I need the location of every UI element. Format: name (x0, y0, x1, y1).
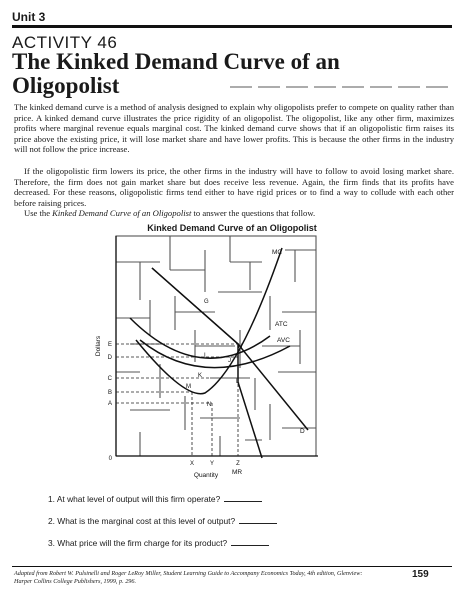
question-3-text: 3. What price will the firm charge for its product? (48, 538, 228, 548)
source-citation: Adapted from Robert W. Pulsinelli and Roger LeRoy Miller, Student Learning Guide to Accompany Economics Today, 4th edition, Glenview: Harper Collins College Publishers, 1999, p. 296. (14, 570, 363, 585)
origin-label: 0 (108, 456, 112, 462)
y-tick-a: A (107, 401, 112, 407)
point-label-m: M (186, 384, 191, 390)
curve-label-d: D (300, 428, 305, 435)
y-tick-b: B (107, 390, 112, 396)
point-label-k: K (198, 373, 203, 379)
y-tick-e: E (107, 342, 112, 348)
footer-rule (12, 566, 452, 567)
page-title: The Kinked Demand Curve of an Oligopolist (12, 49, 340, 98)
x-tick-y: Y (209, 461, 215, 467)
economic-curves (130, 248, 308, 458)
answer-blank-1[interactable] (224, 493, 262, 502)
maze-background (116, 236, 316, 456)
instruction-chart-name: Kinked Demand Curve of an Oligopolist (52, 208, 192, 218)
point-label-i: I (204, 353, 206, 359)
answer-blank-2[interactable] (239, 515, 277, 524)
unit-label: Unit 3 (12, 10, 46, 24)
point-label-l: L (236, 379, 240, 385)
question-2 (48, 515, 277, 526)
curve-label-mc: MC (272, 249, 283, 256)
question-1 (48, 493, 262, 504)
point-label-h: H (238, 344, 243, 350)
curve-label-avc: AVC (277, 337, 290, 344)
question-2-text: 2. What is the marginal cost at this level of output? (48, 516, 236, 526)
question-3 (48, 537, 269, 548)
x-axis-title: Quantity (193, 472, 219, 479)
intro-paragraph: The kinked demand curve is a method of analysis designed to explain why oligopolists prefer to compete on quality rather than price. A kinked demand curve illustrates the price rigidity of an oligopolist. The oligopolist, like any other firm, maximizes profits where marginal revenue equals marginal cost. The kinked demand curve shows that if an oligopolistic firm raises its price above the existing price, it will lose market share and have lower profits. This is because the other firms in the industry will not follow the price increase. (14, 102, 454, 155)
point-label-j: J (228, 358, 231, 364)
chart-title: Kinked Demand Curve of an Oligopolist (147, 223, 317, 233)
instruction-suffix: to answer the questions that follow. (191, 208, 316, 218)
point-label-g: G (204, 299, 209, 305)
activity-label: ACTIVITY 46 (12, 33, 118, 52)
answer-blank-3[interactable] (231, 537, 269, 546)
average-total-cost-curve (130, 318, 270, 358)
x-tick-x: X (189, 461, 195, 467)
instruction-prefix: Use the (24, 208, 53, 218)
curve-label-atc: ATC (275, 321, 288, 328)
point-label-n: N (207, 402, 212, 408)
y-tick-c: C (107, 376, 112, 382)
second-paragraph: If the oligopolistic firm lowers its price, the other firms in the industry will have to follow to avoid losing market share. Therefore, the firm does not gain market share but does receive less revenue. Again, the firm finds that its profits have decreased. For these reasons, oligopolistic firms tend either to have rigid prices or to find a way to collude with each other before raising prices. (14, 166, 454, 208)
y-tick-d: D (107, 355, 112, 361)
question-1-text: 1. At what level of output will this firm operate? (48, 494, 221, 504)
y-axis-title: Dollars (95, 335, 102, 357)
curve-label-mr: MR (232, 469, 243, 476)
x-tick-z: Z (236, 461, 240, 467)
page-number: 159 (412, 569, 429, 580)
